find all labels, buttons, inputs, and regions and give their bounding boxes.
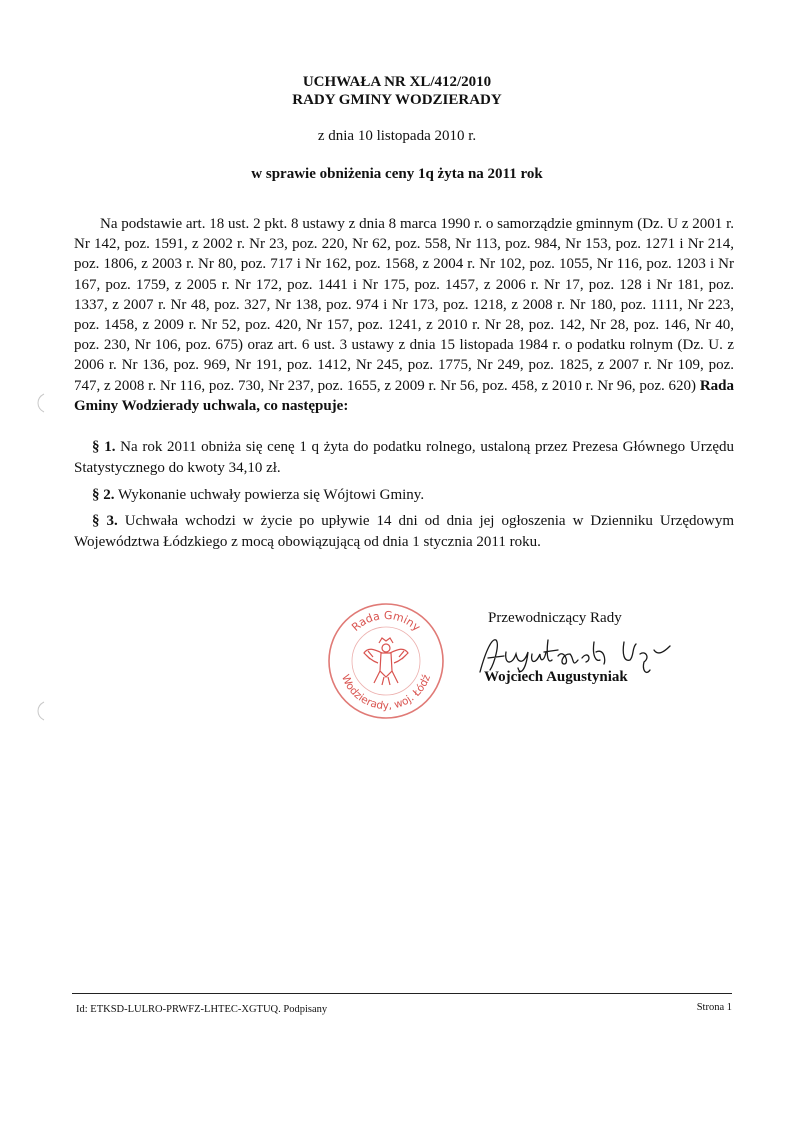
section-1-text: Na rok 2011 obniża się cenę 1 q żyta do podatku rolnego, ustaloną przez Prezesa Głównego Urzędu Statystycznego do kwoty 34,10 zł. bbox=[74, 439, 735, 476]
svg-text:Wodzierady, woj. Łódź bbox=[339, 673, 433, 712]
section-1 bbox=[74, 437, 734, 478]
section-3-label: § 3. bbox=[92, 513, 118, 529]
eagle-emblem-icon bbox=[364, 638, 408, 685]
council-name: RADY GMINY WODZIERADY bbox=[292, 92, 502, 108]
svg-text:Rada Gminy bbox=[349, 609, 423, 634]
section-3 bbox=[74, 511, 734, 552]
section-2 bbox=[74, 485, 734, 506]
page-number: Strona 1 bbox=[696, 1002, 732, 1013]
footer-divider bbox=[72, 993, 732, 994]
document-id: Id: ETKSD-LULRO-PRWFZ-LHTEC-XGTUQ. Podpisany bbox=[76, 1004, 328, 1015]
signatory-role: Przewodniczący Rady bbox=[488, 610, 622, 626]
council-seal bbox=[326, 601, 446, 721]
seal-top-text: Rada Gminy bbox=[349, 608, 423, 634]
section-3-text: Uchwała wchodzi w życie po upływie 14 dni od dnia jej ogłoszenia w Dzienniku Urzędowym Województwa Łódzkiego z mocą obowiązującą od dnia 1 stycznia 2011 roku. bbox=[74, 513, 734, 550]
resolution-number: UCHWAŁA NR XL/412/2010 bbox=[302, 74, 492, 90]
margin-mark-icon bbox=[30, 392, 48, 414]
section-2-text: Wykonanie uchwały powierza się Wójtowi Gminy. bbox=[114, 487, 425, 503]
legal-basis-paragraph bbox=[74, 214, 734, 416]
resolution-date: z dnia 10 listopada 2010 r. bbox=[317, 128, 477, 144]
section-2-label: § 2. bbox=[92, 487, 115, 503]
section-1-label: § 1. bbox=[92, 439, 116, 455]
legal-basis-text: Na podstawie art. 18 ust. 2 pkt. 8 ustawy z dnia 8 marca 1990 r. o samorządzie gminnym (Dz. U z 2001 r. Nr 142, poz. 1591, z 2002 r. Nr 23, poz. 220, Nr 62, poz. 558, Nr 113, poz. 984, Nr 153, poz. 1271 i Nr 214, poz. 1806, z 2003 r. Nr 80, poz. 717 i Nr 162, poz. 1568, z 2004 r. Nr 102, poz. 1055, Nr 116, poz. 1203 i Nr 167, poz. 1759, z 2005 r. Nr 172, poz. 1441 i Nr 175, poz. 1457, z 2006 r. Nr 17, poz. 128 i Nr 181, poz. 1337, z 2007 r. Nr 48, poz. 327, Nr 138, poz. 974 i Nr 173, poz. 1218, z 2008 r. Nr 180, poz. 1111, Nr 223, poz. 1458, z 2009 r. Nr 52, poz. 420, Nr 157, poz. 1241, z 2010 r. Nr 28, poz. 142, Nr 28, poz. 146, Nr 40, poz. 230, Nr 106, poz. 675) oraz art. 6 ust. 3 ustawy z dnia 15 listopada 1984 r. o podatku rolnym (Dz. U. z 2006 r. Nr 136, poz. 969, Nr 191, poz. 1412, Nr 245, poz. 1775, Nr 249, poz. 1825, z 2007 r. Nr 109, poz. 747, z 2008 r. Nr 116, poz. 730, Nr 237, poz. 1655, z 2009 r. Nr 56, poz. 458, z 2010 r. Nr 96, poz. 620) bbox=[74, 216, 734, 394]
resolution-phrase: Rada Gminy Wodzierady uchwala, co następuje: bbox=[74, 377, 734, 414]
margin-mark-icon bbox=[30, 700, 48, 722]
signatory-name: Wojciech Augustyniak bbox=[484, 669, 628, 685]
seal-bottom-text: Wodzierady, woj. Łódź bbox=[338, 672, 433, 713]
resolution-subject: w sprawie obniżenia ceny 1q żyta na 2011 rok bbox=[251, 166, 543, 182]
